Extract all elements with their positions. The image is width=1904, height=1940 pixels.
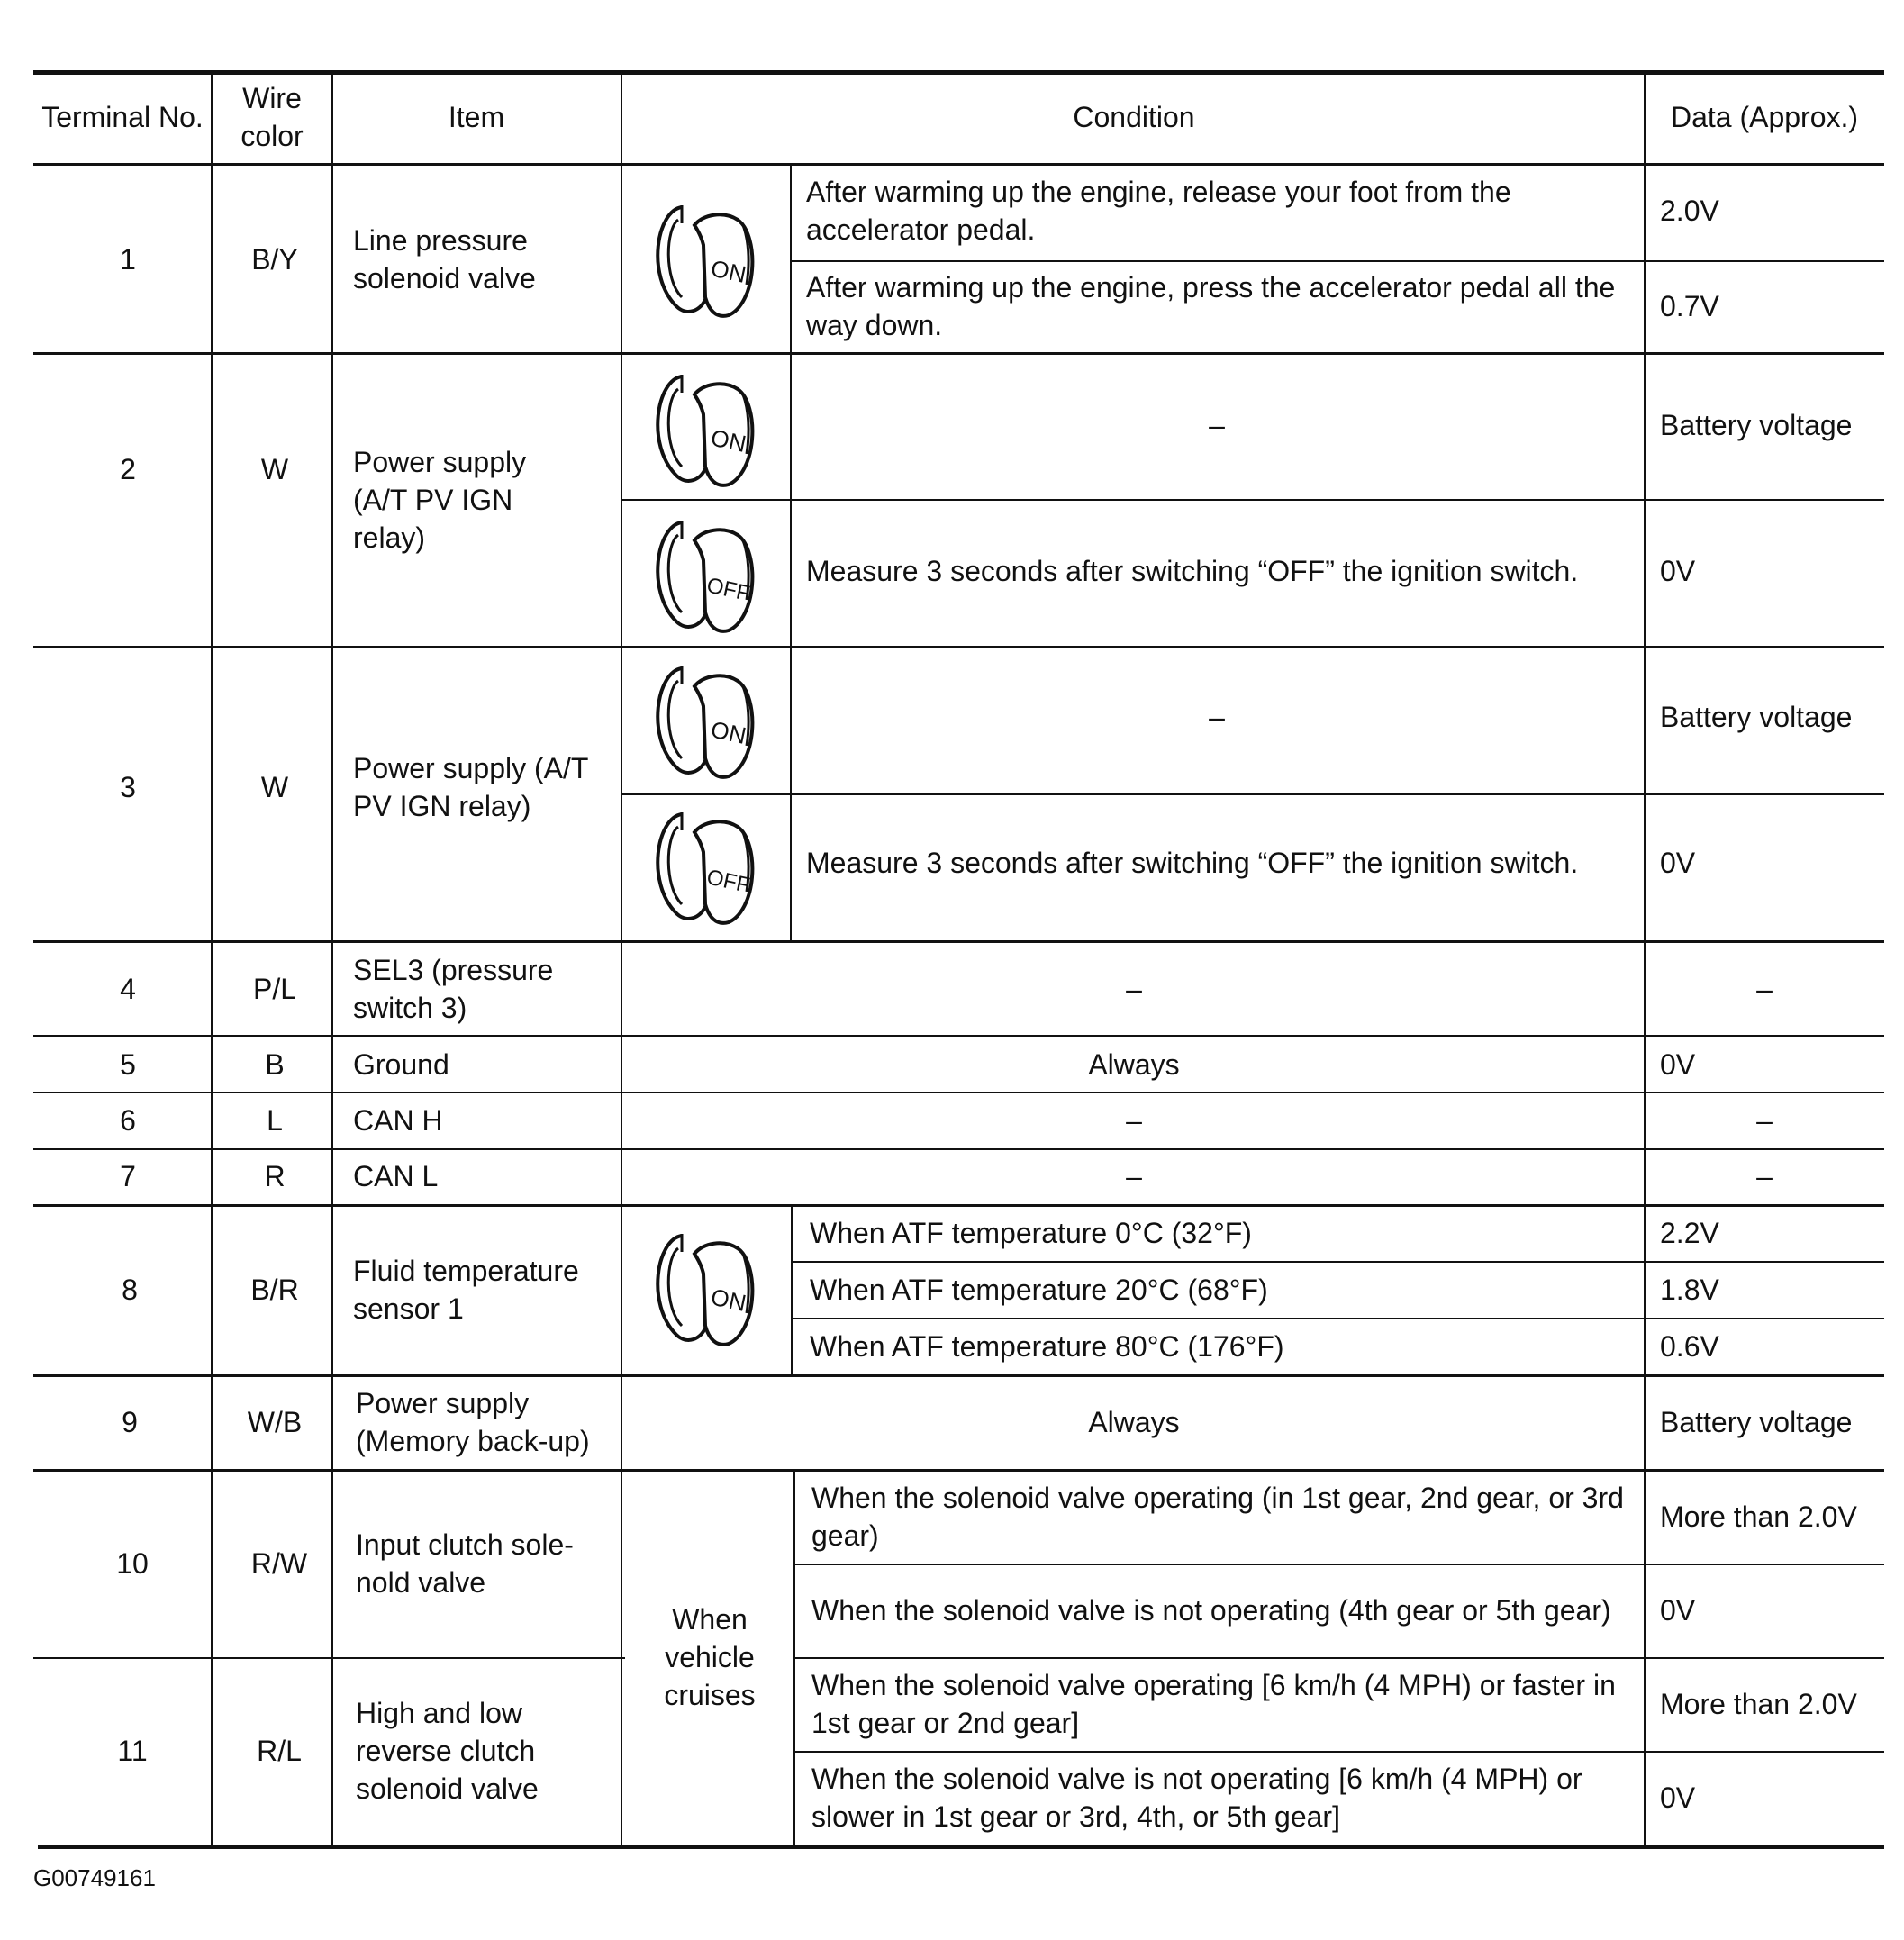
shared-condition-vehicle-cruises: When vehicle cruises [664, 1603, 756, 1711]
rule-row8-sub2 [791, 1318, 1884, 1319]
data-value: 2.0V [1660, 195, 1719, 227]
header-terminal-no: Terminal No. [41, 101, 204, 133]
rule-row3-sub [621, 793, 1884, 795]
condition-text: After warming up the engine, press the accelerator pedal all the way down. [806, 271, 1616, 341]
item-name: High and low reverse clutch solenoid valve [356, 1697, 539, 1805]
condition-text: When ATF temperature 80°C (176°F) [810, 1330, 1284, 1363]
rule-row10-sub [793, 1564, 1884, 1565]
condition-text: – [1209, 701, 1225, 733]
wire-color: B [265, 1048, 285, 1081]
condition-text: When the solenoid valve operating (in 1st gear, 2nd gear, or 3rd gear) [811, 1482, 1624, 1552]
condition-text: When ATF temperature 0°C (32°F) [810, 1217, 1252, 1249]
ignition-key-on-icon [651, 659, 763, 785]
condition-text: – [1209, 409, 1225, 441]
rule-bottom [38, 1845, 1884, 1849]
rule-row2-sub [621, 499, 1884, 501]
item-name: Input clutch sole-nold valve [356, 1528, 574, 1599]
col-rule-5b [791, 1204, 793, 1374]
condition-text: Always [1088, 1406, 1180, 1438]
condition-text: When the solenoid valve is not operating (4th gear or 5th gear) [811, 1594, 1611, 1627]
condition-text: When ATF temperature 20°C (68°F) [810, 1274, 1268, 1306]
condition-text: – [1126, 1160, 1142, 1192]
ignition-key-on-icon [651, 1227, 763, 1353]
rule-row3 [33, 940, 1884, 943]
ignition-key-on-icon [651, 198, 763, 324]
rule-row7 [33, 1204, 1884, 1207]
data-value: – [1756, 1104, 1773, 1137]
rule-row1-sub [791, 260, 1884, 262]
wire-color: W/B [247, 1406, 303, 1438]
wire-color: R/L [257, 1735, 302, 1767]
col-rule-4 [1644, 70, 1646, 1849]
item-name: SEL3 (pressure switch 3) [353, 954, 554, 1024]
terminal-number: 5 [120, 1048, 136, 1081]
header-condition: Condition [1073, 101, 1195, 133]
rule-row1 [33, 352, 1884, 355]
col-rule-1 [211, 70, 213, 1849]
rule-header [33, 163, 1884, 166]
condition-text: – [1126, 1104, 1142, 1137]
condition-text: When the solenoid valve operating [6 km/h (4 MPH) or faster in 1st gear or 2nd gear] [811, 1669, 1616, 1739]
col-rule-5c [793, 1469, 795, 1847]
data-value: 2.2V [1660, 1217, 1719, 1249]
wire-color: B/R [250, 1274, 299, 1306]
header-item: Item [448, 101, 505, 133]
rule-row5 [33, 1092, 1884, 1093]
figure-id: G00749161 [33, 1864, 156, 1891]
terminal-data-table [33, 70, 1884, 1849]
col-rule-3 [621, 70, 622, 1849]
svg-text:ON: ON [708, 423, 749, 458]
data-value: Battery voltage [1660, 1406, 1853, 1438]
svg-text:OFF: OFF [704, 573, 752, 606]
item-name: Power supply (Memory back-up) [356, 1387, 590, 1457]
svg-text:OFF: OFF [704, 865, 752, 898]
data-value: 0V [1660, 847, 1696, 879]
svg-text:ON: ON [708, 715, 749, 749]
rule-row8 [33, 1374, 1884, 1377]
rule-row6 [33, 1148, 1884, 1150]
header-data: Data (Approx.) [1670, 101, 1859, 133]
condition-text: After warming up the engine, release your foot from the accelerator pedal. [806, 176, 1511, 246]
rule-row8-sub1 [791, 1261, 1884, 1263]
wire-color: P/L [252, 973, 297, 1005]
data-value: – [1756, 973, 1773, 1005]
wire-color: R [264, 1160, 286, 1192]
item-name: CAN H [353, 1104, 443, 1137]
item-name: Fluid temperature sensor 1 [353, 1255, 579, 1325]
data-value: – [1756, 1160, 1773, 1192]
wire-color: W [260, 771, 289, 803]
data-value: 0.7V [1660, 290, 1719, 322]
data-value: 0V [1660, 1594, 1696, 1627]
terminal-number: 8 [122, 1274, 138, 1306]
rule-row9 [33, 1469, 1884, 1472]
ignition-key-off-icon [651, 805, 763, 931]
terminal-number: 10 [116, 1547, 149, 1580]
rule-row11-sub [793, 1751, 1884, 1753]
data-value: More than 2.0V [1660, 1500, 1857, 1533]
terminal-number: 4 [120, 973, 136, 1005]
condition-text: Always [1088, 1048, 1180, 1081]
svg-text:ON: ON [708, 1283, 749, 1317]
terminal-number: 9 [122, 1406, 138, 1438]
rule-row2 [33, 646, 1884, 648]
wire-color: B/Y [251, 243, 298, 276]
terminal-number: 11 [117, 1735, 148, 1767]
svg-text:ON: ON [708, 254, 749, 288]
condition-text: Measure 3 seconds after switching “OFF” the ignition switch. [806, 847, 1579, 879]
data-value: Battery voltage [1660, 701, 1853, 733]
condition-text: Measure 3 seconds after switching “OFF” the ignition switch. [806, 555, 1579, 587]
data-value: 1.8V [1660, 1274, 1719, 1306]
col-rule-5a [790, 163, 792, 940]
terminal-number: 2 [120, 453, 136, 485]
item-name: Power supply (A/T PV IGN relay) [353, 446, 527, 554]
condition-text: When the solenoid valve is not operating [6 km/h (4 MPH) or slower in 1st gear or 3rd, 4th, or 5th gear] [811, 1763, 1582, 1833]
item-name: Ground [353, 1048, 449, 1081]
ignition-key-off-icon [651, 513, 763, 639]
wire-color: R/W [250, 1547, 308, 1580]
rule-row10-b [793, 1657, 1884, 1659]
condition-text: – [1126, 973, 1142, 1005]
header-wire-color: Wire color [240, 82, 304, 152]
data-value: Battery voltage [1660, 409, 1853, 441]
item-name: Line pressure solenoid valve [353, 224, 536, 295]
data-value: 0V [1660, 1781, 1696, 1814]
data-value: 0V [1660, 555, 1696, 587]
data-value: More than 2.0V [1660, 1688, 1857, 1720]
wire-color: L [267, 1104, 283, 1137]
col-rule-2 [331, 70, 333, 1849]
rule-row10-a [33, 1657, 625, 1659]
terminal-number: 1 [120, 243, 136, 276]
item-name: CAN L [353, 1160, 439, 1192]
data-value: 0V [1660, 1048, 1696, 1081]
data-value: 0.6V [1660, 1330, 1719, 1363]
terminal-number: 7 [120, 1160, 136, 1192]
rule-top [33, 70, 1884, 75]
terminal-number: 3 [120, 771, 136, 803]
wire-color: W [260, 453, 289, 485]
terminal-number: 6 [120, 1104, 136, 1137]
rule-row4 [33, 1035, 1884, 1037]
ignition-key-on-icon [651, 367, 763, 494]
item-name: Power supply (A/T PV IGN relay) [353, 752, 588, 822]
